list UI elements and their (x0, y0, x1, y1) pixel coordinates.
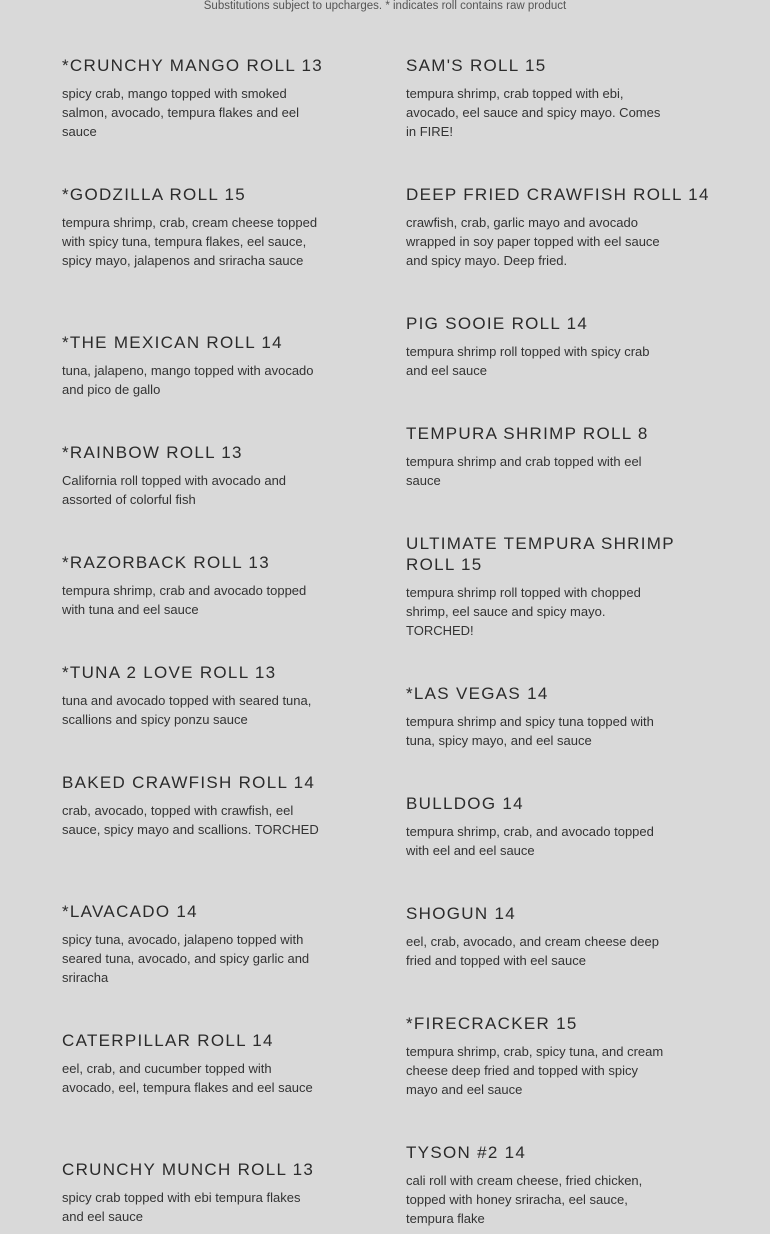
menu-item-title: *TUNA 2 LOVE ROLL 13 (62, 663, 277, 682)
menu-item-description: tuna, jalapeno, mango topped with avocado and pico de gallo (62, 363, 314, 397)
menu-item-title: CRUNCHY MUNCH ROLL 13 (62, 1160, 315, 1179)
menu-item-description: tempura shrimp roll topped with spicy crab and eel sauce (406, 344, 650, 378)
menu-item (62, 1030, 402, 1097)
menu-item (62, 662, 402, 729)
menu-item-description: tempura shrimp, crab, and avocado topped with eel and eel sauce (406, 824, 654, 858)
menu-item-description: spicy tuna, avocado, jalapeno topped with seared tuna, avocado, and spicy garlic and sriracha (62, 932, 310, 985)
menu-item (62, 552, 402, 619)
menu-item (62, 55, 402, 141)
menu-item (406, 313, 746, 380)
menu-item (62, 442, 402, 509)
menu-item-description: tempura shrimp and spicy tuna topped with tuna, spicy mayo, and eel sauce (406, 714, 654, 748)
menu-item-description: tempura shrimp, crab, spicy tuna, and cream cheese deep fried and topped with spicy mayo and eel sauce (406, 1044, 664, 1097)
menu-item (62, 901, 402, 987)
menu-item-title: *RAINBOW ROLL 13 (62, 443, 243, 462)
menu-item-title: *LAVACADO 14 (62, 902, 198, 921)
menu-item-description: tempura shrimp and crab topped with eel sauce (406, 454, 642, 488)
menu-item-title: TYSON #2 14 (406, 1143, 527, 1162)
menu-item-description: tempura shrimp, crab and avocado topped with tuna and eel sauce (62, 583, 307, 617)
menu-item-description: spicy crab topped with ebi tempura flakes and eel sauce (62, 1190, 301, 1224)
menu-item (406, 423, 746, 490)
menu-item-title: PIG SOOIE ROLL 14 (406, 314, 589, 333)
menu-item-description: eel, crab, avocado, and cream cheese deep fried and topped with eel sauce (406, 934, 659, 968)
menu-item-description: California roll topped with avocado and assorted of colorful fish (62, 473, 287, 507)
menu-item-title: *LAS VEGAS 14 (406, 684, 549, 703)
menu-notice: Substitutions subject to upcharges. * indicates roll contains raw product (203, 0, 567, 12)
menu-item-description: tempura shrimp roll topped with chopped shrimp, eel sauce and spicy mayo. TORCHED! (406, 585, 641, 638)
menu-item-title: DEEP FRIED CRAWFISH ROLL 14 (406, 185, 710, 204)
menu-item-title: SAM'S ROLL 15 (406, 56, 547, 75)
menu-item (406, 55, 746, 141)
menu-item-title: CATERPILLAR ROLL 14 (62, 1031, 274, 1050)
menu-item (406, 533, 746, 640)
menu-item-title: *THE MEXICAN ROLL 14 (62, 333, 283, 352)
menu-item (406, 793, 746, 860)
menu-item (406, 903, 746, 970)
menu-item (406, 184, 746, 270)
menu-item-description: crab, avocado, topped with crawfish, eel sauce, spicy mayo and scallions. TORCHED (62, 803, 319, 837)
menu-item (62, 1159, 402, 1226)
menu-item-description: tempura shrimp, crab, cream cheese topped with spicy tuna, tempura flakes, eel sauce, spicy mayo, jalapenos and sriracha sauce (62, 215, 318, 268)
menu-item-title: *FIRECRACKER 15 (406, 1014, 578, 1033)
menu-item-description: eel, crab, and cucumber topped with avocado, eel, tempura flakes and eel sauce (62, 1061, 313, 1095)
menu-item-title: ULTIMATE TEMPURA SHRIMP ROLL 15 (406, 534, 675, 574)
menu-item (62, 772, 402, 839)
menu-item (406, 1142, 746, 1228)
menu-item-title: *RAZORBACK ROLL 13 (62, 553, 270, 572)
menu-item-title: BAKED CRAWFISH ROLL 14 (62, 773, 316, 792)
menu-item (62, 332, 402, 399)
menu-item-description: spicy crab, mango topped with smoked salmon, avocado, tempura flakes and eel sauce (62, 86, 300, 139)
menu-item (406, 1013, 746, 1099)
menu-item-description: tempura shrimp, crab topped with ebi, avocado, eel sauce and spicy mayo. Comes in FIRE! (406, 86, 661, 139)
menu-item-title: SHOGUN 14 (406, 904, 516, 923)
menu-item-description: crawfish, crab, garlic mayo and avocado wrapped in soy paper topped with eel sauce and spicy mayo. Deep fried. (406, 215, 660, 268)
menu-item-description: tuna and avocado topped with seared tuna, scallions and spicy ponzu sauce (62, 693, 312, 727)
menu-item-description: cali roll with cream cheese, fried chicken, topped with honey sriracha, eel sauce, tempura flake (406, 1173, 643, 1226)
menu-item (62, 184, 402, 270)
menu-item-title: *CRUNCHY MANGO ROLL 13 (62, 56, 323, 75)
menu-item-title: *GODZILLA ROLL 15 (62, 185, 246, 204)
menu-item (406, 683, 746, 750)
menu-item-title: TEMPURA SHRIMP ROLL 8 (406, 424, 649, 443)
menu-item-title: BULLDOG 14 (406, 794, 524, 813)
